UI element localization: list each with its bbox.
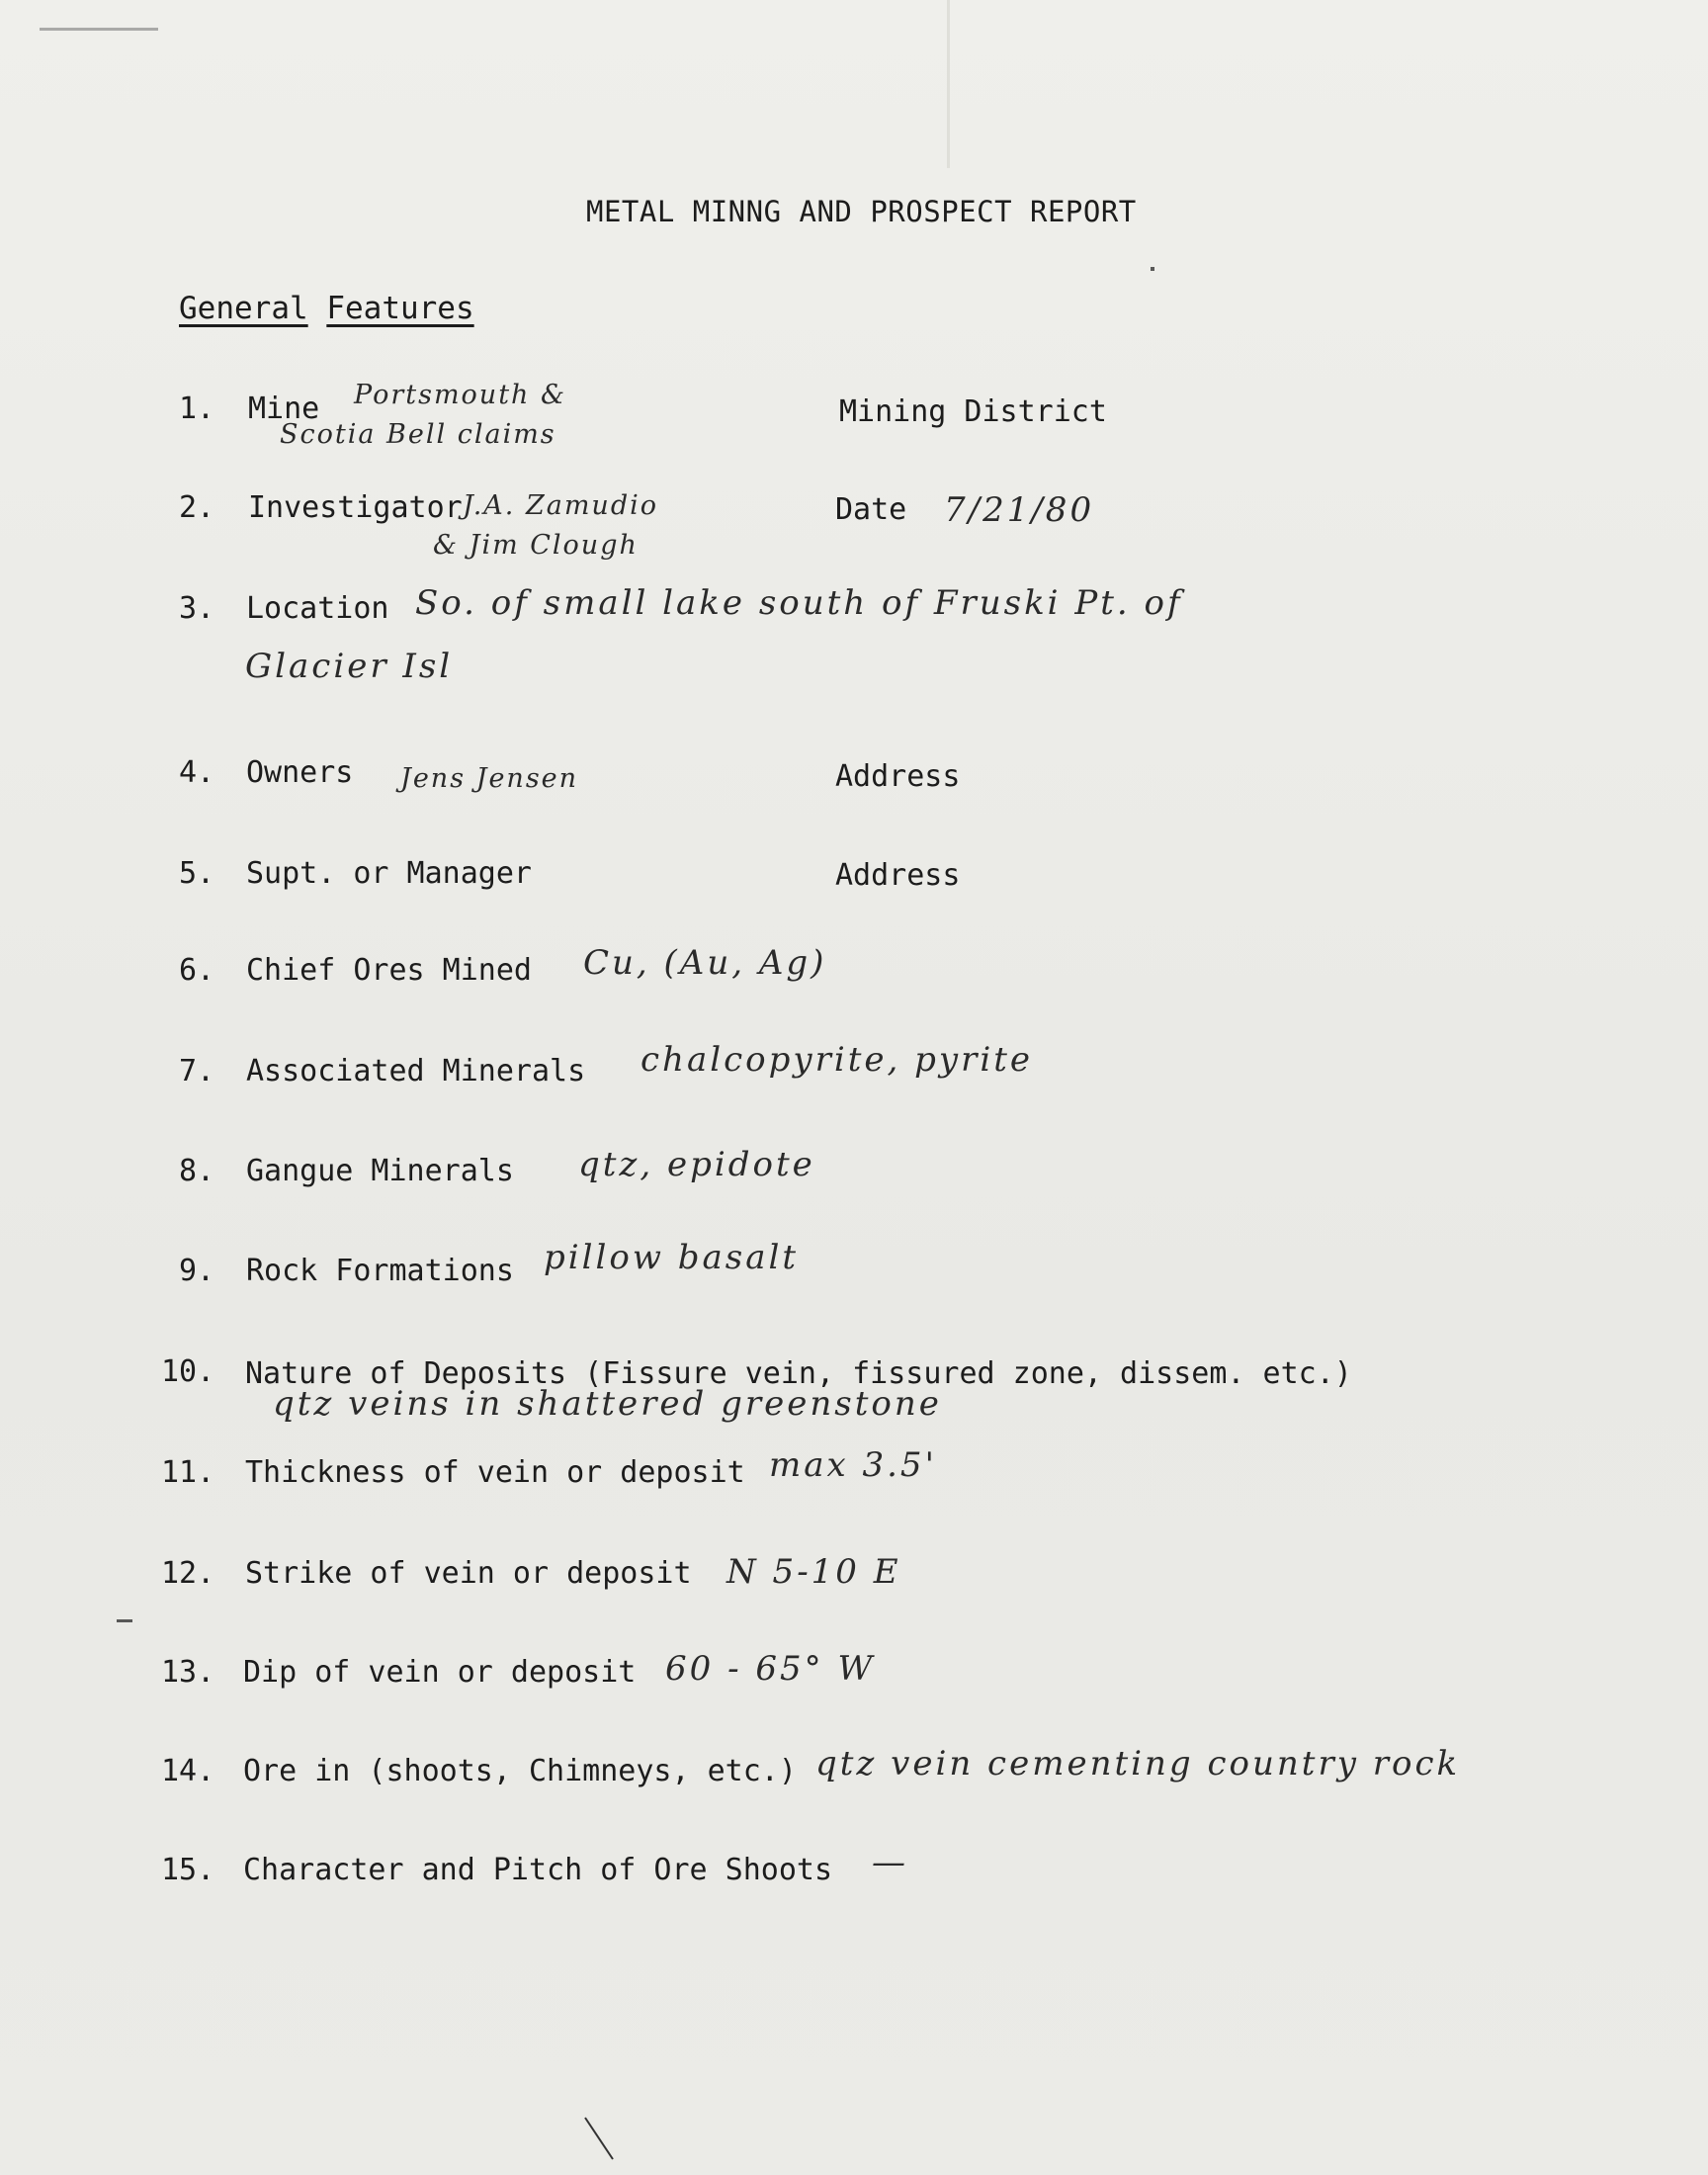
item-2-label: Investigator	[248, 490, 463, 525]
item-10-value: qtz veins in shattered greenstone	[273, 1384, 942, 1424]
item-7-value: chalcopyrite, pyrite	[640, 1040, 1033, 1080]
item-7-number: 7.	[179, 1054, 215, 1088]
item-6-number: 6.	[179, 953, 215, 988]
item-14-label: Ore in (shoots, Chimneys, etc.)	[243, 1754, 797, 1788]
item-8-value: qtz, epidote	[578, 1145, 815, 1184]
item-4-number: 4.	[179, 755, 215, 790]
item-2-number: 2.	[179, 490, 215, 525]
item-2-value-line2: & Jim Clough	[433, 530, 639, 561]
section-heading-word1: General	[179, 291, 308, 326]
scan-artifact	[40, 28, 158, 31]
item-3-label: Location	[246, 591, 389, 626]
item-6-value: Cu, (Au, Ag)	[583, 943, 827, 983]
item-11-number: 11.	[161, 1455, 215, 1490]
item-10-label: Nature of Deposits (Fissure vein, fissured zone, dissem. etc.)	[245, 1356, 1352, 1391]
item-15-number: 15.	[161, 1853, 215, 1887]
scan-artifact	[947, 0, 950, 168]
item-5-number: 5.	[179, 856, 215, 891]
item-14-number: 14.	[161, 1754, 215, 1788]
item-4-label: Owners	[246, 755, 354, 790]
item-13-label: Dip of vein or deposit	[243, 1655, 637, 1690]
item-7-label: Associated Minerals	[246, 1054, 586, 1088]
item-1-value-line2: Scotia Bell claims	[280, 419, 556, 450]
item-3-value-line1: So. of small lake south of Fruski Pt. of	[415, 583, 1183, 623]
item-3-number: 3.	[179, 591, 215, 626]
item-12-value: N 5-10 E	[726, 1552, 901, 1592]
item-13-number: 13.	[161, 1655, 215, 1690]
item-2-right-value: 7/21/80	[944, 490, 1095, 530]
item-4-right-label: Address	[835, 759, 961, 794]
item-11-label: Thickness of vein or deposit	[245, 1455, 745, 1490]
item-1-value-line1: Portsmouth &	[354, 380, 567, 410]
item-1-right-label: Mining District	[839, 394, 1107, 429]
pen-stroke-mark	[583, 2116, 623, 2165]
scan-artifact	[1151, 267, 1154, 271]
item-5-right-label: Address	[835, 858, 961, 893]
item-14-value: qtz vein cementing country rock	[815, 1744, 1461, 1784]
item-2-value-line1: J.A. Zamudio	[463, 490, 658, 521]
item-12-number: 12.	[161, 1556, 215, 1591]
item-3-value-line2: Glacier Isl	[245, 647, 454, 686]
item-2-right-label: Date	[835, 492, 907, 527]
item-8-label: Gangue Minerals	[246, 1154, 514, 1188]
item-9-value: pillow basalt	[544, 1238, 800, 1277]
item-4-value: Jens Jensen	[400, 763, 579, 794]
report-title: METAL MINNG AND PROSPECT REPORT	[586, 195, 1137, 228]
item-15-value: —	[872, 1843, 908, 1882]
item-9-number: 9.	[179, 1254, 215, 1288]
item-1-label: Mine	[248, 392, 320, 426]
item-6-label: Chief Ores Mined	[246, 953, 532, 988]
scan-artifact	[117, 1619, 132, 1622]
item-10-number: 10.	[161, 1354, 215, 1389]
item-11-value: max 3.5'	[769, 1445, 937, 1485]
item-5-label: Supt. or Manager	[246, 856, 532, 891]
item-13-value: 60 - 65° W	[665, 1649, 876, 1689]
item-1-number: 1.	[179, 392, 215, 426]
item-8-number: 8.	[179, 1154, 215, 1188]
section-heading-word2: Features	[326, 291, 474, 326]
item-12-label: Strike of vein or deposit	[245, 1556, 692, 1591]
item-9-label: Rock Formations	[246, 1254, 514, 1288]
item-15-label: Character and Pitch of Ore Shoots	[243, 1853, 833, 1887]
section-heading	[179, 291, 474, 326]
